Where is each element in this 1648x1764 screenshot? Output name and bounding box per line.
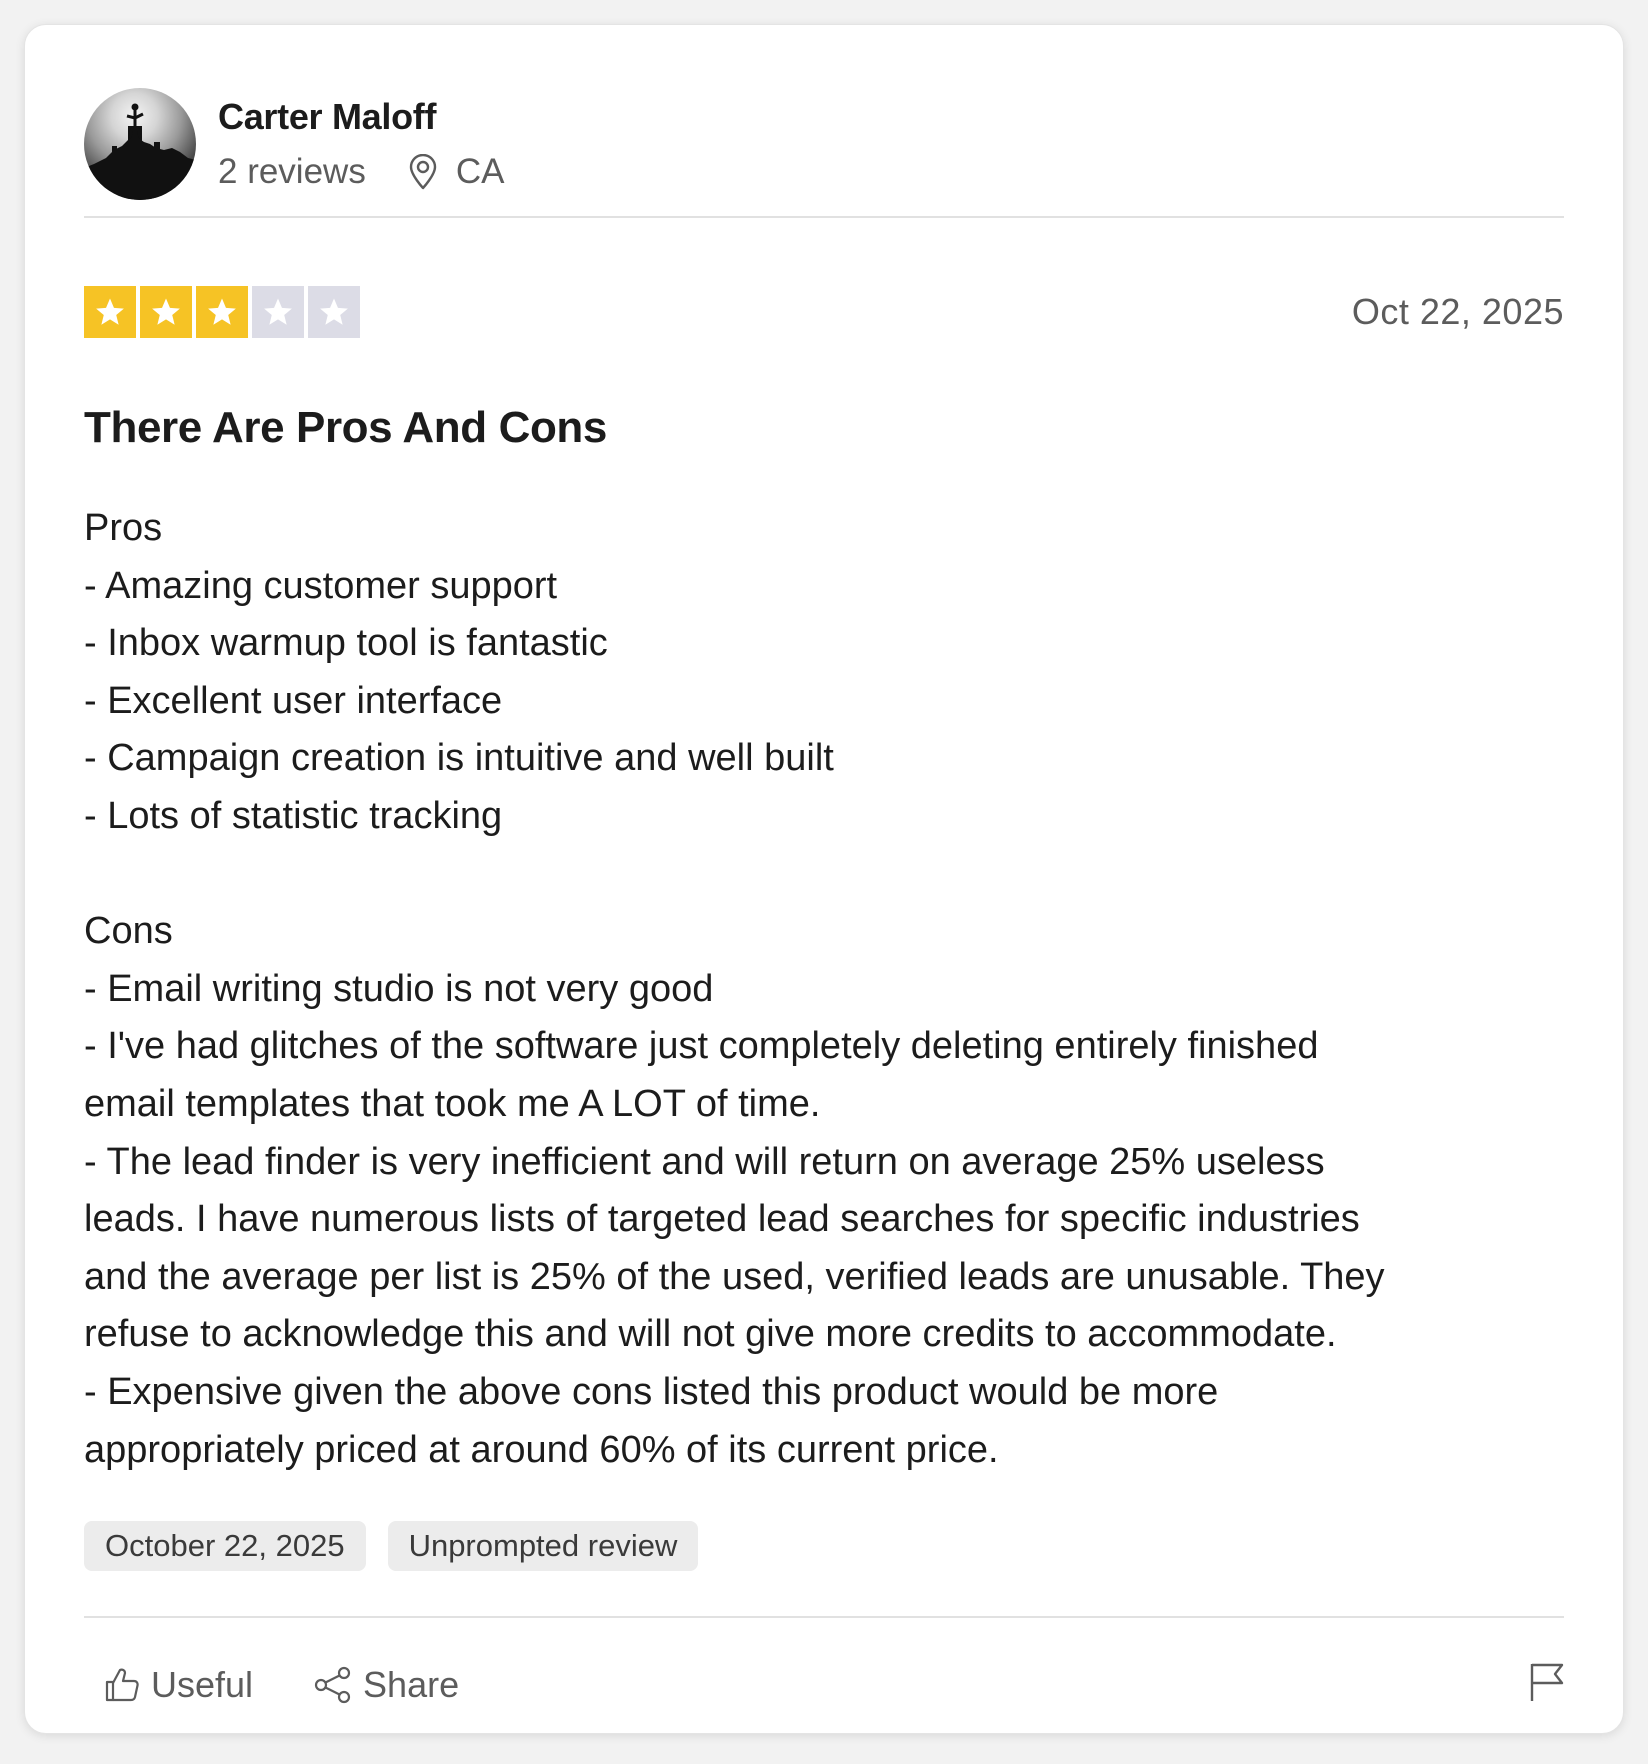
divider-top: [84, 216, 1564, 218]
experience-date-tag: October 22, 2025: [84, 1521, 366, 1571]
star-filled-icon: [196, 286, 248, 338]
share-button[interactable]: [313, 1664, 459, 1706]
reviewer-header: [84, 88, 504, 200]
review-card: [24, 24, 1624, 1734]
review-body-line: and the average per list is 25% of the used, verified leads are unusable. They: [84, 1255, 1385, 1298]
review-tags: [84, 1521, 698, 1571]
review-body-line: - Campaign creation is intuitive and well built: [84, 737, 834, 780]
reviewer-name[interactable]: Carter Maloff: [218, 96, 437, 137]
review-body-line: Cons: [84, 910, 173, 953]
unprompted-review-tag: Unprompted review: [388, 1521, 699, 1571]
review-title: There Are Pros And Cons: [84, 403, 607, 452]
star-filled-icon: [84, 286, 136, 338]
share-label: Share: [363, 1663, 460, 1705]
thumbs-up-icon: [101, 1665, 141, 1705]
review-actions: [101, 1661, 1566, 1708]
review-body-line: Pros: [84, 507, 163, 549]
review-body-line: [84, 846, 1574, 904]
review-body-line: - The lead finder is very inefficient and will return on average 25% useless: [84, 1140, 1325, 1183]
review-body-line: appropriately priced at around 60% of its current price.: [84, 1428, 999, 1471]
review-body: [84, 500, 1574, 1479]
star-empty-icon: [252, 286, 304, 338]
review-body-line: - Amazing customer support: [84, 564, 558, 607]
review-body-line: - Excellent user interface: [84, 679, 503, 722]
star-filled-icon: [140, 286, 192, 338]
flag-icon: [1528, 1661, 1566, 1703]
share-icon: [313, 1665, 353, 1705]
review-date: Oct 22, 2025: [1351, 291, 1564, 332]
review-body-line: - Lots of statistic tracking: [84, 794, 503, 837]
useful-button[interactable]: [101, 1664, 253, 1706]
location-pin-icon: [408, 154, 438, 190]
useful-label: Useful: [151, 1663, 254, 1705]
review-body-line: email templates that took me A LOT of time.: [84, 1082, 821, 1125]
divider-bottom: [84, 1616, 1564, 1618]
review-body-line: leads. I have numerous lists of targeted lead searches for specific industries: [84, 1198, 1360, 1241]
review-body-line: - I've had glitches of the software just completely deleting entirely finished: [84, 1025, 1319, 1068]
location-text: CA: [455, 152, 505, 191]
review-body-line: - Inbox warmup tool is fantastic: [84, 622, 608, 665]
reviewer-location: [408, 152, 505, 192]
star-empty-icon: [308, 286, 360, 338]
report-button[interactable]: [1528, 1661, 1566, 1708]
review-body-line: refuse to acknowledge this and will not give more credits to accommodate.: [84, 1313, 1337, 1356]
review-body-line: - Expensive given the above cons listed this product would be more: [84, 1370, 1219, 1413]
avatar[interactable]: [84, 88, 196, 200]
star-rating: [84, 286, 360, 338]
rating-row: [84, 286, 1564, 338]
review-body-line: - Email writing studio is not very good: [84, 967, 714, 1010]
review-count: 2 reviews: [218, 152, 366, 191]
